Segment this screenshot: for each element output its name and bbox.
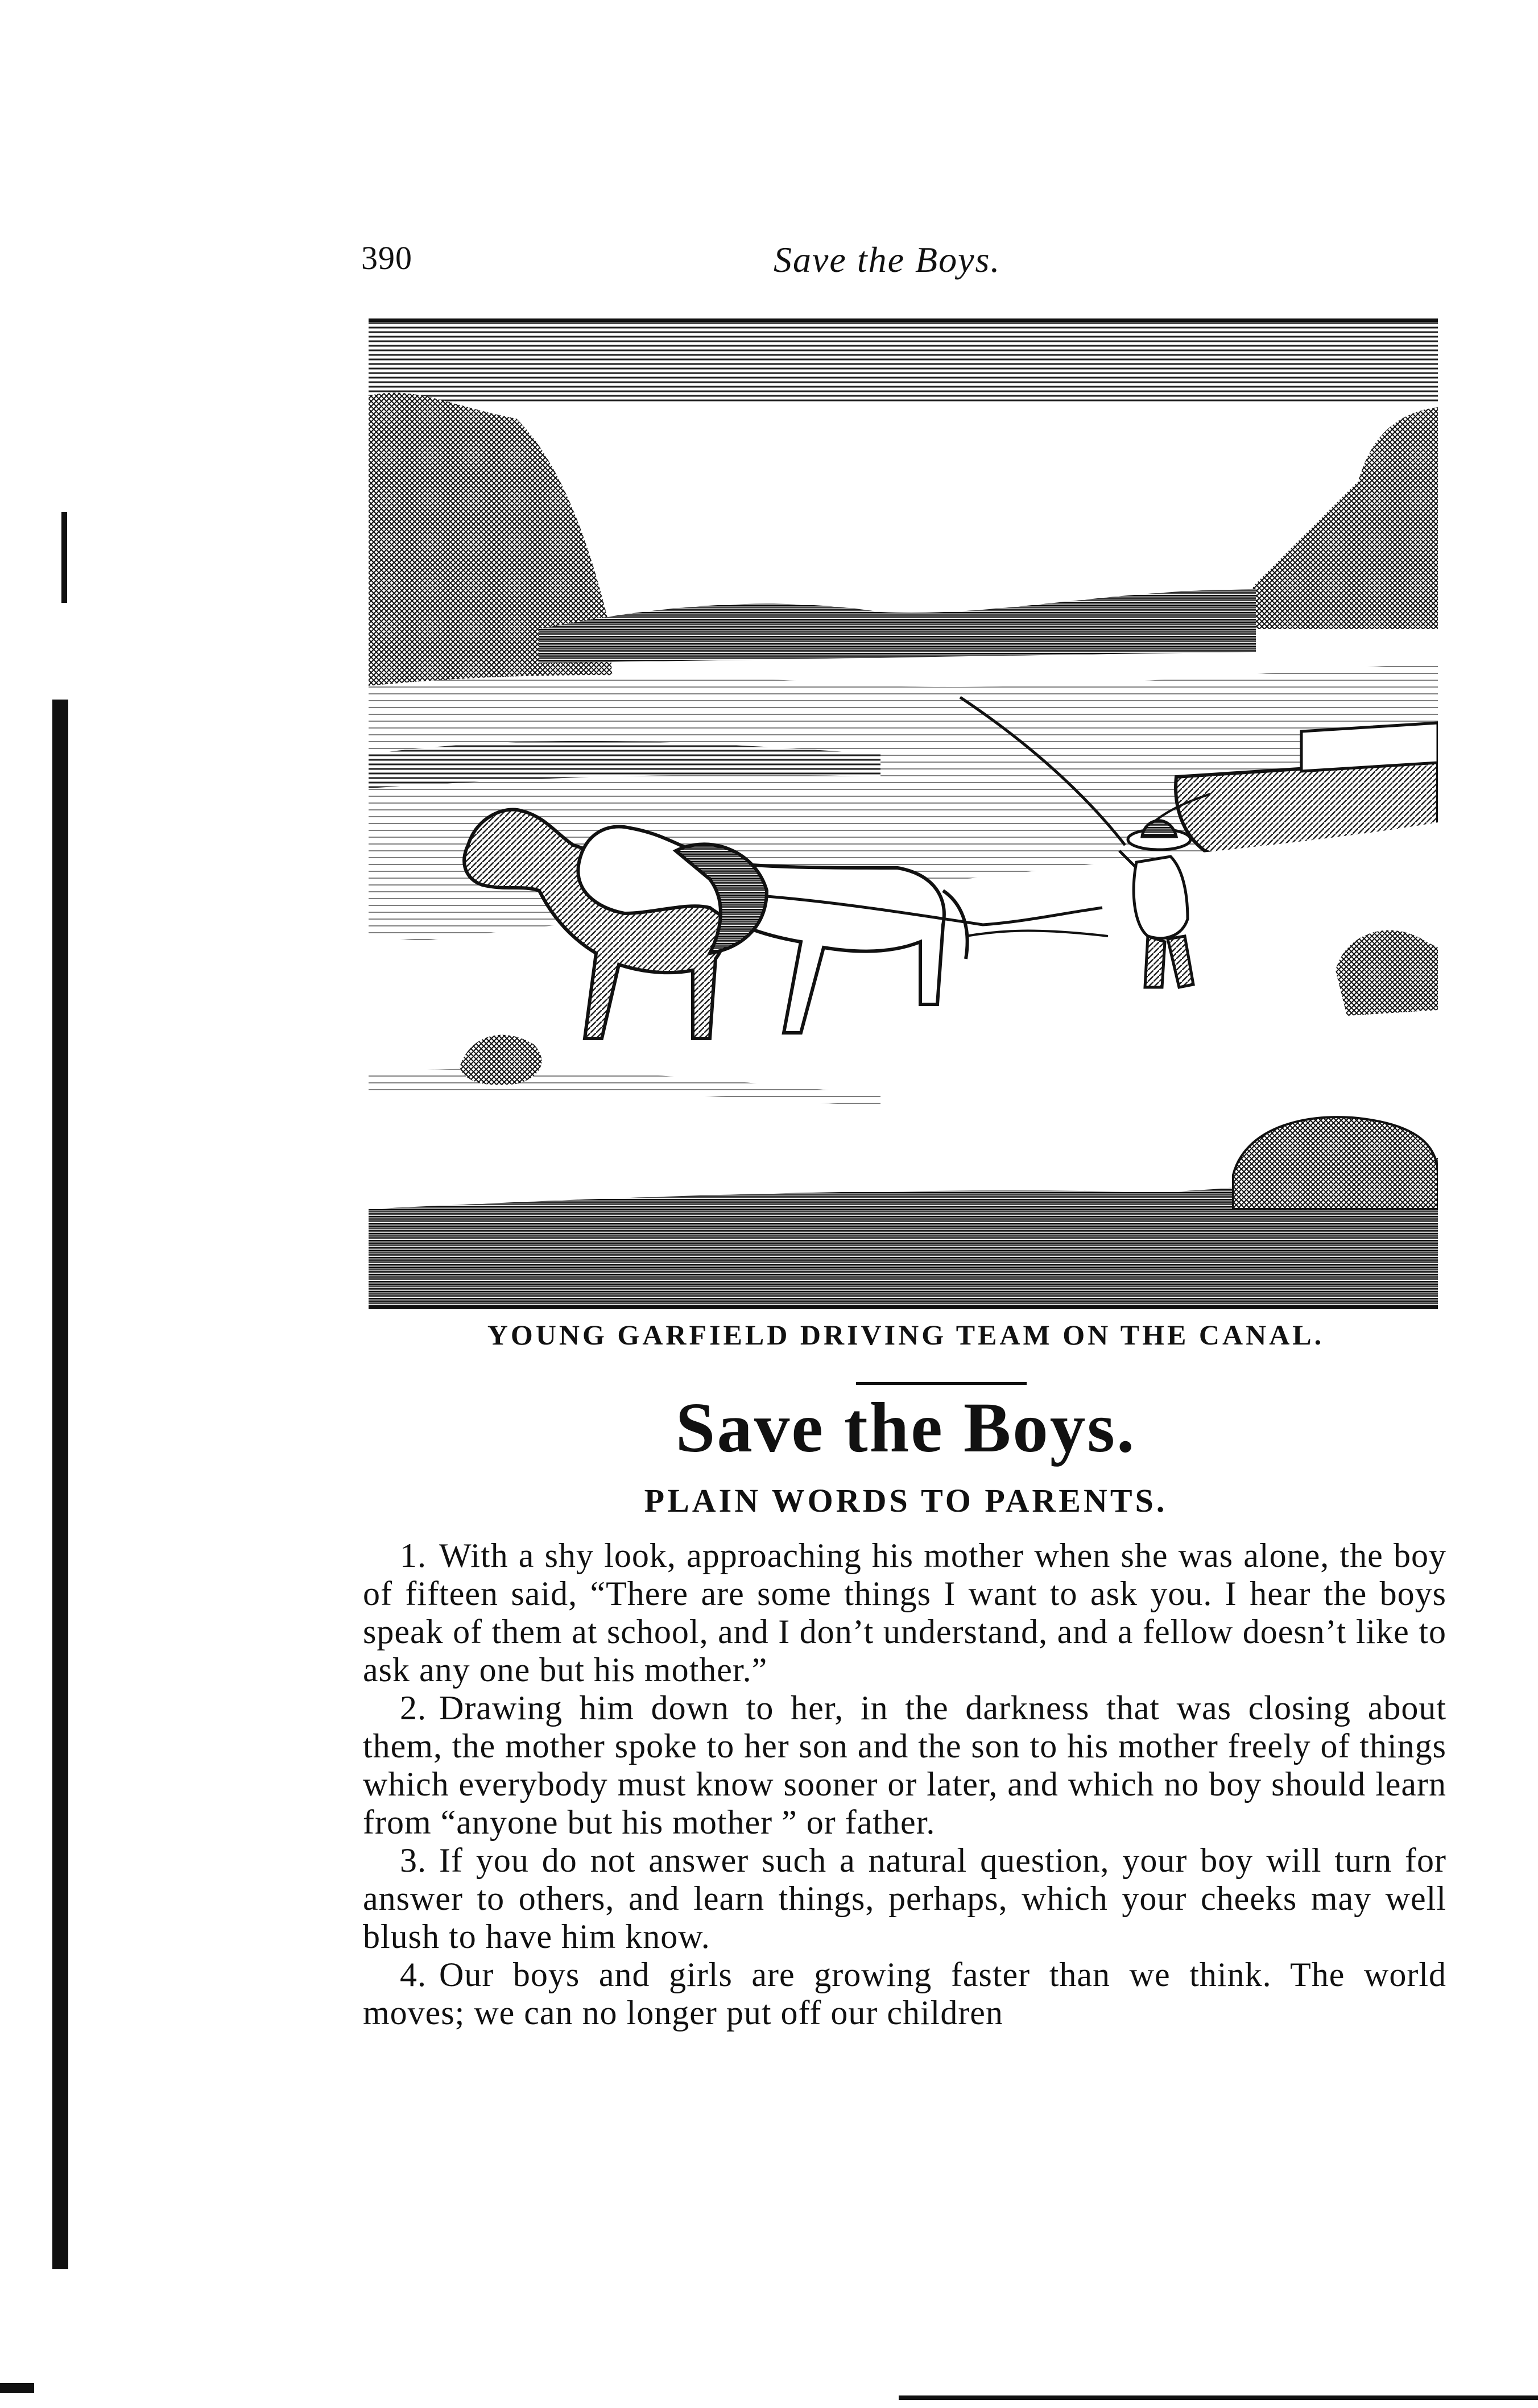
paragraph-text: With a shy look, approaching his mother when she was alone, the boy of fifteen said, “There are some things I want to ask you. I hear the boys speak of them at school, and I don’t understand, and a fellow doesn’t like to ask any one but his mother.” — [363, 1537, 1446, 1689]
paragraph — [363, 1956, 1446, 2032]
scan-edge-artifact — [52, 700, 68, 2269]
scan-edge-artifact — [899, 2395, 1538, 2400]
running-title: Save the Boys. — [774, 239, 1001, 280]
paragraph-text: Our boys and girls are growing faster than we think. The world moves; we can no longer put off our children — [363, 1956, 1446, 2032]
page-number: 390 — [361, 239, 412, 276]
paragraph-text: Drawing him down to her, in the darkness that was closing about them, the mother spoke to her son and the son to his mother freely of things which everybody must know sooner or later, and which no boy should learn from “anyone but his mother ” or father. — [363, 1689, 1446, 1841]
article-subtitle: PLAIN WORDS TO PARENTS. — [644, 1482, 1168, 1519]
scan-edge-artifact — [0, 2383, 34, 2393]
paragraph-number: 4. — [400, 1956, 427, 1993]
canal-illustration — [369, 318, 1438, 1309]
paragraph-number: 2. — [400, 1689, 427, 1727]
paragraph — [363, 1537, 1446, 1689]
paragraph — [363, 1842, 1446, 1956]
paragraph-text: If you do not answer such a natural question, your boy will turn for answer to others, and learn things, perhaps, which your cheeks may well blush to have him know. — [363, 1842, 1446, 1955]
paragraph-number: 3. — [400, 1842, 427, 1879]
illustration-caption: YOUNG GARFIELD DRIVING TEAM ON THE CANAL. — [487, 1319, 1325, 1351]
paragraph-number: 1. — [400, 1537, 427, 1574]
scan-edge-artifact — [61, 512, 67, 603]
article-title: Save the Boys. — [675, 1389, 1136, 1467]
paragraph — [363, 1689, 1446, 1842]
title-divider — [856, 1382, 1027, 1385]
engraving-image — [369, 322, 1438, 1306]
article-body — [363, 1537, 1446, 2032]
